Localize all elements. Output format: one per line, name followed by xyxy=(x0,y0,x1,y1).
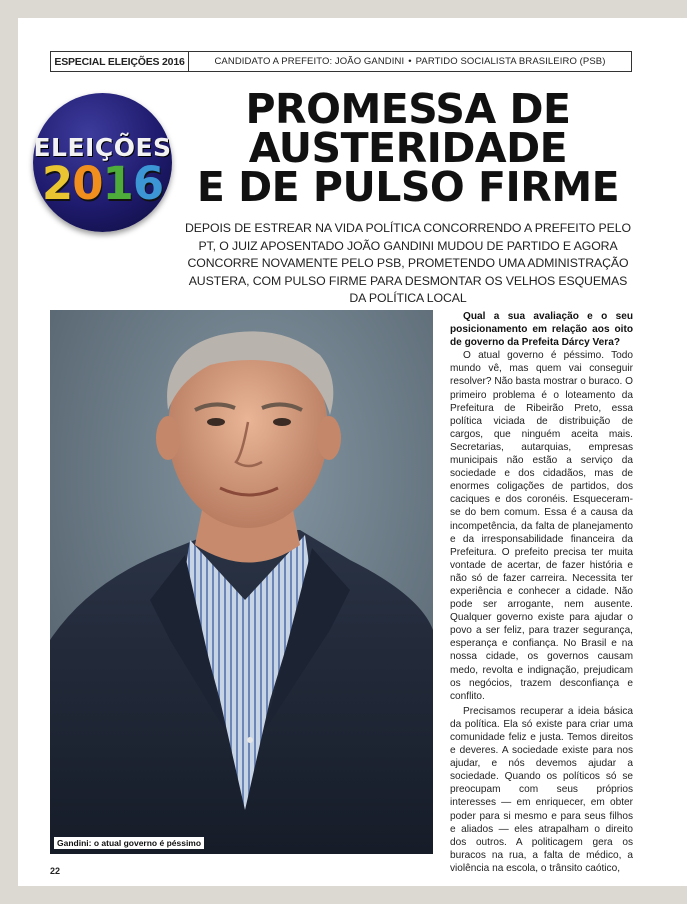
headline-line: E DE PULSO FIRME xyxy=(196,163,620,211)
section-header xyxy=(50,51,632,72)
interview-question: Qual a sua avaliação e o seu posicionamento em relação aos oito de governo da Prefeita Dárcy Vera? xyxy=(450,311,633,349)
elections-badge-logo xyxy=(33,93,172,232)
answer-paragraph: O atual governo é péssimo. Todo mundo vê, mas quem vai conseguir resolver? Não basta mostrar o buraco. O primeiro problema é o loteamento da Prefeitura de Ribeirão Preto, essa política viciada de distribuição de cargos, que ninguém aceita mais. Secretarias, autarquias, empresas municipais não estão a serviço da sociedade e dos cidadãos, mas de enormes coligações de partidos, dos caciques e dos coronéis. Esqueceram-se do bem comum. Essa é a causa da incompetência, da falta de planejamento e da irresponsabilidade financeira da Prefeitura. O prefeito precisa ter muita vontade de acertar, de fazer história e não só de fazer carreira. Necessita ter experiência e conhecer a cidade. Não pode ser arrogante, nem ausente. Qualquer governo existe para ajudar o povo a ser feliz, para trazer segurança, esperança e confiança. No Brasil e na nossa cidade, os governos causam medo, revolta e indignação, prejudicam os negócios, trazem desconfiança e conflito. xyxy=(450,350,633,702)
candidate-info xyxy=(189,56,631,67)
header-separator: • xyxy=(408,56,412,67)
badge-year-digit: 2 xyxy=(41,157,73,210)
interview-column xyxy=(450,310,633,875)
candidate-label: CANDIDATO A PREFEITO: JOÃO GANDINI xyxy=(214,56,405,67)
answer-paragraph: Precisamos recuperar a ideia básica da política. Ela só existe para criar uma comunidade feliz e justa. Temos direitos e deveres. A sociedade existe para nos ajudar, e nós devemos ajudar a sociedade. Quando os políticos só se preocupam com seus próprios interesses — em enriquecer, em obter poder para si mesmo e para seus filhos e aliados — eles atrapalham o direito dos outros. A politicagem gera os buracos na rua, a falta de médico, a violência na escola, o trânsito caótico, xyxy=(450,705,633,874)
party-label: PARTIDO SOCIALISTA BRASILEIRO (PSB) xyxy=(415,56,606,67)
page-number: 22 xyxy=(50,866,61,876)
candidate-photo xyxy=(50,310,433,854)
badge-year-digit: 1 xyxy=(102,157,133,210)
headline xyxy=(188,85,628,211)
badge-year-digit: 0 xyxy=(72,157,103,210)
headline-line: PROMESSA DE xyxy=(245,85,571,133)
lead-paragraph: DEPOIS DE ESTREAR NA VIDA POLÍTICA CONCORRENDO A PREFEITO PELO PT, O JUIZ APOSENTADO JOÃO GANDINI MUDOU DE PARTIDO E AGORA CONCORRE NOVAMENTE PELO PSB, PROMETENDO UMA ADMINISTRAÇÃO AUSTERA, COM PULSO FIRME PARA DESMONTAR OS VELHOS ESQUEMAS DA POLÍTICA LOCAL xyxy=(185,221,631,305)
badge-year xyxy=(33,157,172,210)
badge-word: ELEIÇÕES xyxy=(33,133,172,162)
photo-caption: Gandini: o atual governo é péssimo xyxy=(54,837,204,849)
headline-line: AUSTERIDADE xyxy=(248,124,568,172)
magazine-page xyxy=(18,18,687,886)
section-label: ESPECIAL ELEIÇÕES 2016 xyxy=(51,52,189,71)
badge-year-digit: 6 xyxy=(132,157,164,210)
portrait-illustration xyxy=(50,310,433,854)
